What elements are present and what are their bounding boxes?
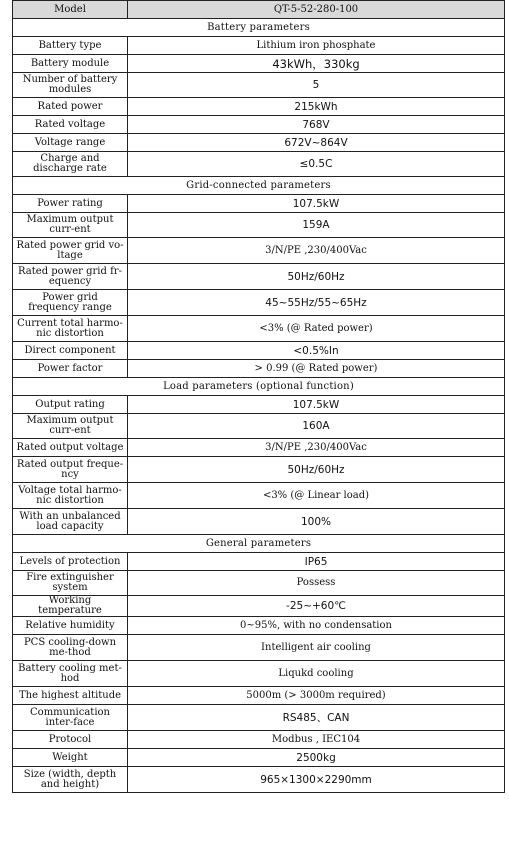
row-label: Power rating xyxy=(13,195,128,213)
table-row xyxy=(13,396,505,414)
row-label: Rated power grid fr-equency xyxy=(13,264,128,290)
table-row xyxy=(13,661,505,687)
row-value: 672V~864V xyxy=(128,134,505,152)
row-value: 50Hz/60Hz xyxy=(128,457,505,483)
row-value: <3% (@ Rated power) xyxy=(128,316,505,342)
table-row xyxy=(13,152,505,177)
table-row xyxy=(13,553,505,571)
table-row xyxy=(13,73,505,98)
row-label: Current total harmo-nic distortion xyxy=(13,316,128,342)
section-header xyxy=(13,19,505,37)
table-row xyxy=(13,116,505,134)
row-value: 215kWh xyxy=(128,98,505,116)
row-label: Voltage total harmo-nic distortion xyxy=(13,483,128,509)
table-row xyxy=(13,264,505,290)
section-header xyxy=(13,535,505,553)
row-label: Maximum output curr-ent xyxy=(13,414,128,439)
row-label: With an unbalanced load capacity xyxy=(13,509,128,535)
table-row xyxy=(13,617,505,635)
table-row xyxy=(13,705,505,731)
table-row xyxy=(13,635,505,661)
row-value: 2500kg xyxy=(128,749,505,767)
row-label: Maximum output curr-ent xyxy=(13,213,128,238)
row-label: Output rating xyxy=(13,396,128,414)
row-label: Battery module xyxy=(13,55,128,73)
row-label: Direct component xyxy=(13,342,128,360)
row-value: 43kWh，330kg xyxy=(128,55,505,73)
section-title-load: Load parameters (optional function) xyxy=(13,378,505,396)
row-label: Battery type xyxy=(13,37,128,55)
section-title-grid: Grid-connected parameters xyxy=(13,177,505,195)
table-header-row xyxy=(13,1,505,19)
spec-table xyxy=(12,0,505,793)
row-value: Intelligent air cooling xyxy=(128,635,505,661)
table-row xyxy=(13,767,505,793)
row-label: Weight xyxy=(13,749,128,767)
row-value: Modbus , IEC104 xyxy=(128,731,505,749)
row-label: Levels of protection xyxy=(13,553,128,571)
table-row xyxy=(13,342,505,360)
row-label: Power grid frequency range xyxy=(13,290,128,316)
row-label: Voltage range xyxy=(13,134,128,152)
row-value: > 0.99 (@ Rated power) xyxy=(128,360,505,378)
section-header xyxy=(13,177,505,195)
table-row xyxy=(13,360,505,378)
row-value: 0~95%, with no condensation xyxy=(128,617,505,635)
row-value: 107.5kW xyxy=(128,195,505,213)
row-value: IP65 xyxy=(128,553,505,571)
row-value: Possess xyxy=(128,571,505,596)
table-row xyxy=(13,509,505,535)
section-title-battery: Battery parameters xyxy=(13,19,505,37)
row-label: Power factor xyxy=(13,360,128,378)
row-label: Rated output freque-ncy xyxy=(13,457,128,483)
table-row xyxy=(13,316,505,342)
table-row xyxy=(13,55,505,73)
row-label: Protocol xyxy=(13,731,128,749)
row-label: Rated output voltage xyxy=(13,439,128,457)
row-label: Battery cooling met-hod xyxy=(13,661,128,687)
row-value: Lithium iron phosphate xyxy=(128,37,505,55)
row-value: 160A xyxy=(128,414,505,439)
table-row xyxy=(13,596,505,617)
model-value: QT-5-52-280-100 xyxy=(128,1,505,19)
row-label: The highest altitude xyxy=(13,687,128,705)
row-label: Rated power xyxy=(13,98,128,116)
table-row xyxy=(13,414,505,439)
table-row xyxy=(13,195,505,213)
row-label: Working temperature xyxy=(13,596,128,617)
row-value: 5 xyxy=(128,73,505,98)
table-row xyxy=(13,731,505,749)
row-value: ≤0.5C xyxy=(128,152,505,177)
row-label: Fire extinguisher system xyxy=(13,571,128,596)
row-value: 5000m (> 3000m required) xyxy=(128,687,505,705)
table-row xyxy=(13,439,505,457)
row-label: Rated power grid vo-ltage xyxy=(13,238,128,264)
table-row xyxy=(13,483,505,509)
table-row xyxy=(13,457,505,483)
table-row xyxy=(13,687,505,705)
row-value: <0.5%In xyxy=(128,342,505,360)
row-value: Liqukd cooling xyxy=(128,661,505,687)
table-row xyxy=(13,238,505,264)
row-label: Number of battery modules xyxy=(13,73,128,98)
row-value: 159A xyxy=(128,213,505,238)
row-label: Relative humidity xyxy=(13,617,128,635)
row-value: <3% (@ Linear load) xyxy=(128,483,505,509)
table-row xyxy=(13,571,505,596)
table-row xyxy=(13,290,505,316)
row-label: Rated voltage xyxy=(13,116,128,134)
row-value: 965×1300×2290mm xyxy=(128,767,505,793)
row-value: 107.5kW xyxy=(128,396,505,414)
row-label: Size (width, depth and height) xyxy=(13,767,128,793)
row-value: -25~+60℃ xyxy=(128,596,505,617)
table-row xyxy=(13,749,505,767)
row-value: 3/N/PE ,230/400Vac xyxy=(128,238,505,264)
section-header xyxy=(13,378,505,396)
section-title-general: General parameters xyxy=(13,535,505,553)
row-label: Communication inter-face xyxy=(13,705,128,731)
row-value: 768V xyxy=(128,116,505,134)
row-value: 50Hz/60Hz xyxy=(128,264,505,290)
row-value: RS485、CAN xyxy=(128,705,505,731)
row-value: 3/N/PE ,230/400Vac xyxy=(128,439,505,457)
table-row xyxy=(13,37,505,55)
table-row xyxy=(13,213,505,238)
row-value: 100% xyxy=(128,509,505,535)
table-row xyxy=(13,134,505,152)
table-row xyxy=(13,98,505,116)
row-value: 45~55Hz/55~65Hz xyxy=(128,290,505,316)
row-label: Charge and discharge rate xyxy=(13,152,128,177)
model-label: Model xyxy=(13,1,128,19)
row-label: PCS cooling-down me-thod xyxy=(13,635,128,661)
